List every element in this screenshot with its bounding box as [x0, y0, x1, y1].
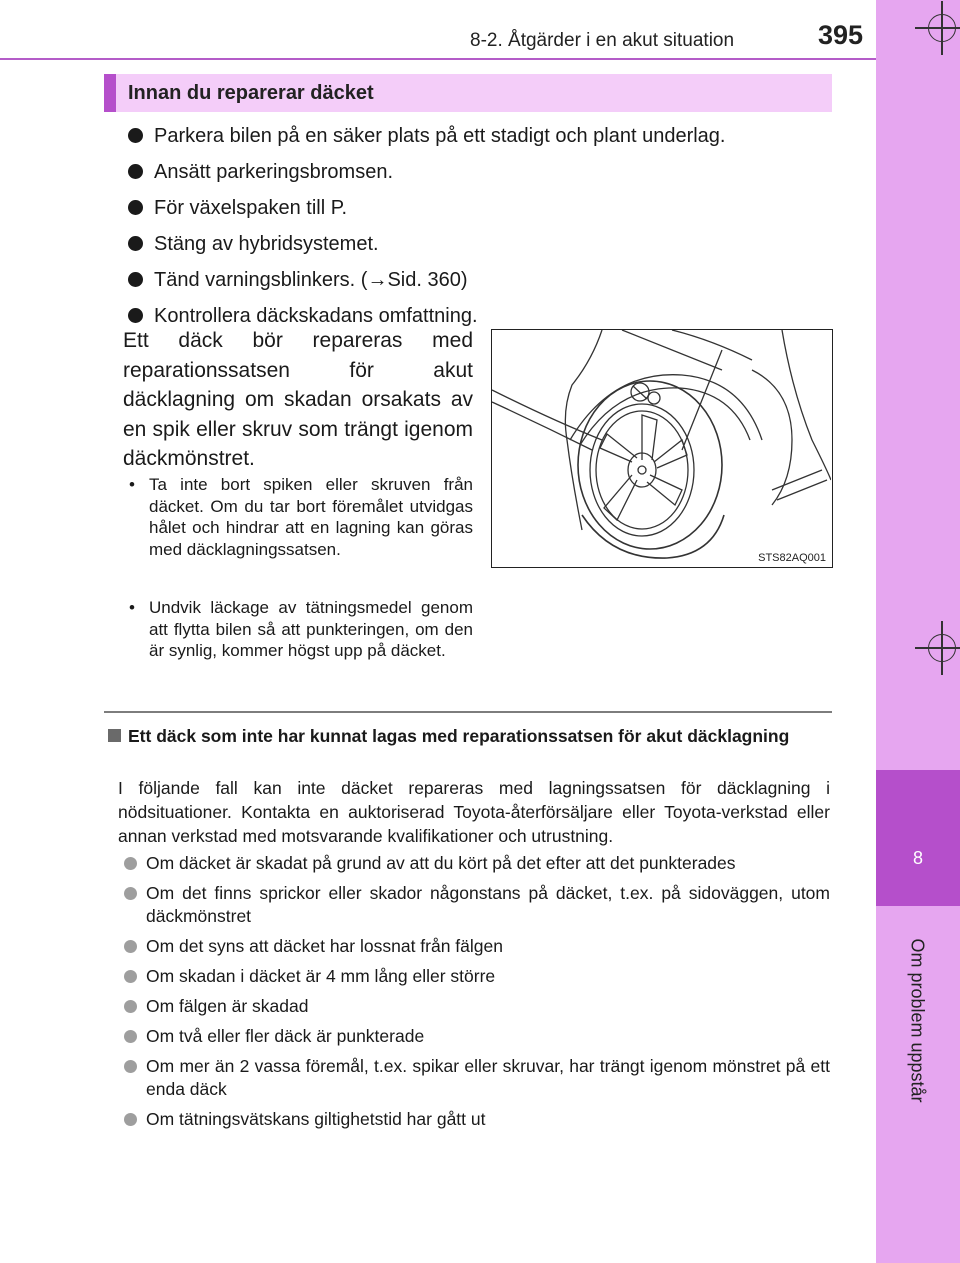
bullet-icon	[128, 236, 143, 251]
bullet-icon	[124, 940, 137, 953]
chapter-number: 8	[912, 848, 923, 868]
list-item: Ansätt parkeringsbromsen.	[128, 160, 848, 196]
page-number: 395	[818, 20, 864, 50]
list-item: Om mer än 2 vassa föremål, t.ex. spikar eller skruvar, har trängt igenom mönstret på ett enda däck	[118, 1055, 830, 1101]
note-item: • Undvik läckage av tätningsmedel genom att flytta bilen så att punkteringen, om den är synlig, kommer högst upp på däcket.	[129, 598, 473, 660]
section-divider	[104, 711, 832, 713]
illustration-code: STS82AQ001	[758, 552, 826, 564]
list-item: Om det finns sprickor eller skador någonstans på däcket, t.ex. på sidoväggen, utom däckmönstret	[118, 882, 830, 928]
bullet-icon	[128, 200, 143, 215]
crop-mark-icon	[928, 14, 956, 42]
repair-paragraph: Ett däck bör repareras med reparationssatsen för akut däcklagning om skadan orsakats av en spik eller skruv som trängt igenom däckmönstret.	[123, 329, 473, 470]
section-title: Innan du reparerar däcket	[128, 82, 374, 104]
list-item: Om det syns att däcket har lossnat från fälgen	[118, 935, 830, 958]
note-bullet-icon: •	[129, 598, 135, 617]
list-item: För växelspaken till P.	[128, 196, 848, 232]
unrepairable-heading: Ett däck som inte har kunnat lagas med reparationssatsen för akut däcklagning	[128, 726, 790, 746]
bullet-icon	[124, 1060, 137, 1073]
bullet-icon	[124, 887, 137, 900]
flat-tire-with-nail-illustration-icon	[492, 330, 831, 566]
bullet-icon	[128, 308, 143, 323]
unrepairable-conditions-list	[118, 852, 830, 1138]
crop-mark-icon	[928, 634, 956, 662]
list-item: Om två eller fler däck är punkterade	[118, 1025, 830, 1048]
bullet-icon	[124, 970, 137, 983]
page-reference-link[interactable]: →Sid. 360)	[367, 269, 468, 291]
list-item: Om skadan i däcket är 4 mm lång eller större	[118, 965, 830, 988]
header-rule	[0, 58, 876, 60]
bullet-icon	[128, 272, 143, 287]
note-item: • Ta inte bort spiken eller skruven från däcket. Om du tar bort föremålet utvidgas hålet och hindrar att en lagning kan göras med däcklagningssatsen.	[129, 475, 473, 559]
unrepairable-body: I följande fall kan inte däcket repareras med lagningssatsen för däcklagning i nödsituationer. Kontakta en auktoriserad Toyota-återförsäljare eller Toyota-verkstad eller annan verkstad med motsvarande kvalifikationer och utrustning.	[118, 778, 830, 846]
chapter-title: Om problem uppstår	[907, 938, 928, 1103]
bullet-icon	[124, 857, 137, 870]
list-item: Om tätningsvätskans giltighetstid har gått ut	[118, 1108, 830, 1131]
bullet-icon	[124, 1113, 137, 1126]
header-section-title: 8-2. Åtgärder i en akut situation	[470, 30, 735, 51]
list-item: Stäng av hybridsystemet.	[128, 232, 848, 268]
chapter-number-box	[876, 770, 960, 906]
heading-square-icon	[108, 729, 121, 742]
preparation-list	[128, 124, 848, 340]
bullet-icon	[124, 1030, 137, 1043]
list-item: Tänd varningsblinkers. (→Sid. 360)	[128, 268, 848, 304]
section-title-box	[104, 74, 832, 112]
bullet-icon	[128, 128, 143, 143]
note-bullet-icon: •	[129, 475, 135, 494]
list-item: Parkera bilen på en säker plats på ett stadigt och plant underlag.	[128, 124, 848, 160]
bullet-icon	[124, 1000, 137, 1013]
list-item: Kontrollera däckskadans omfattning.	[128, 304, 848, 340]
list-item: Om däcket är skadat på grund av att du kört på det efter att det punkterades	[118, 852, 830, 875]
list-item: Om fälgen är skadad	[118, 995, 830, 1018]
bullet-icon	[128, 164, 143, 179]
flat-tire-illustration	[491, 329, 833, 568]
